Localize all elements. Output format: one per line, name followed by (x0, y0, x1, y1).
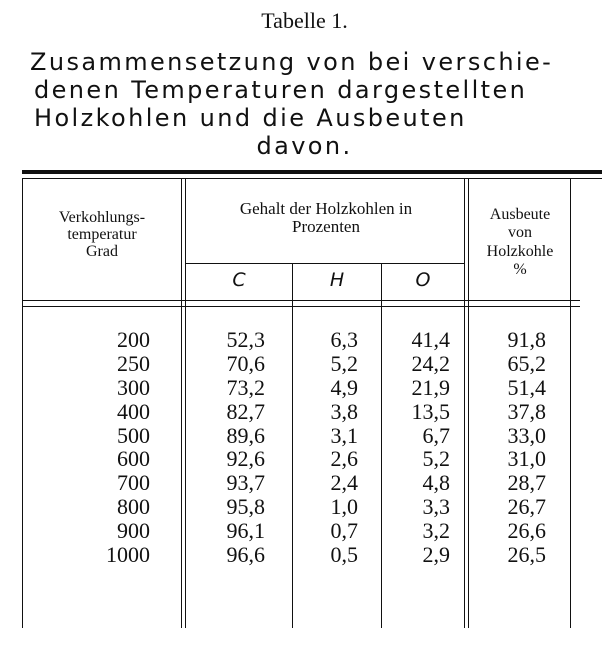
cell-t: 250 (117, 350, 150, 376)
cell-t: 900 (117, 518, 150, 544)
cell-y: 33,0 (507, 422, 546, 448)
header-temp (24, 210, 180, 260)
top-rule-thin (22, 178, 602, 179)
cell-c: 96,1 (226, 518, 265, 544)
cell-t: 1000 (106, 542, 150, 568)
cell-c: 92,6 (226, 446, 265, 472)
cell-h: 1,0 (330, 494, 358, 520)
cell-o: 24,2 (411, 350, 450, 376)
table-title-line-4: davon. (256, 132, 353, 160)
header-c: C (232, 269, 246, 291)
vrule-yield-a (464, 178, 465, 628)
table-caption: Tabelle 1. (261, 8, 348, 33)
header-yield-line-1: Ausbeute (489, 206, 551, 223)
table-title-line-3: Holzkohlen und die Ausbeuten (34, 104, 467, 132)
cell-y: 37,8 (507, 398, 546, 424)
cell-y: 26,5 (507, 542, 546, 568)
cell-o: 3,2 (422, 518, 450, 544)
cell-c: 95,8 (226, 494, 265, 520)
col-o (388, 328, 450, 567)
cell-o: 3,3 (422, 494, 450, 520)
vrule-yield-b (468, 178, 469, 628)
cell-y: 26,7 (507, 494, 546, 520)
cell-t: 500 (117, 422, 150, 448)
cell-o: 21,9 (411, 374, 450, 400)
cell-h: 3,1 (330, 422, 358, 448)
header-yield-line-3: Holzkohle (486, 242, 554, 260)
cell-y: 91,8 (507, 327, 546, 352)
cell-t: 300 (117, 374, 150, 400)
cell-h: 3,8 (330, 398, 358, 424)
header-temp-line-3: Grad (86, 242, 118, 260)
cell-o: 41,4 (411, 327, 450, 352)
cell-c: 96,6 (226, 542, 265, 568)
header-yield-line-2: von (508, 224, 532, 242)
table-title-line-1: Zusammensetzung von bei verschie- (30, 48, 554, 76)
cell-o: 6,7 (422, 422, 450, 448)
header-o: O (415, 269, 431, 291)
subheader-rule (186, 263, 464, 264)
header-content-line-1: Gehalt der Holzkohlen in (239, 199, 413, 218)
col-c (195, 328, 265, 567)
cell-h: 0,5 (330, 542, 358, 568)
cell-c: 52,3 (226, 327, 265, 352)
cell-t: 400 (117, 398, 150, 424)
header-bottom-rule (22, 300, 580, 301)
cell-t: 700 (117, 470, 150, 496)
cell-o: 2,9 (422, 542, 450, 568)
cell-y: 26,6 (507, 518, 546, 544)
cell-c: 89,6 (226, 422, 265, 448)
cell-y: 28,7 (507, 470, 546, 496)
header-temp-line-1: Verkohlungs- (58, 209, 146, 226)
vrule-right (570, 178, 571, 628)
cell-h: 5,2 (330, 350, 358, 376)
cell-t: 800 (117, 494, 150, 520)
cell-h: 4,9 (330, 374, 358, 400)
header-h: H (329, 269, 345, 291)
vrule-ho (381, 263, 382, 628)
vrule-temp-b (185, 178, 186, 628)
cell-t: 600 (117, 446, 150, 472)
header-temp-line-2: temperatur (67, 225, 137, 243)
cell-h: 0,7 (330, 518, 358, 544)
vrule-left (22, 178, 23, 628)
vrule-ch (292, 263, 293, 628)
header-content (188, 200, 464, 236)
cell-h: 2,6 (330, 446, 358, 472)
cell-h: 2,4 (330, 470, 358, 496)
header-yield (470, 206, 570, 280)
cell-o: 5,2 (422, 446, 450, 472)
cell-c: 70,6 (226, 350, 265, 376)
cell-h: 6,3 (330, 327, 358, 352)
cell-c: 93,7 (226, 470, 265, 496)
cell-c: 73,2 (226, 374, 265, 400)
cell-y: 65,2 (507, 350, 546, 376)
header-bottom-rule-2 (22, 306, 580, 307)
table-title-line-2: denen Temperaturen dargestellten (34, 76, 528, 104)
cell-o: 13,5 (411, 398, 450, 424)
header-content-line-2: Prozenten (292, 216, 360, 236)
vrule-temp-a (181, 178, 182, 628)
header-yield-line-4: % (513, 261, 527, 279)
col-yield (478, 328, 546, 567)
cell-y: 31,0 (507, 446, 546, 472)
cell-y: 51,4 (507, 374, 546, 400)
cell-c: 82,7 (226, 398, 265, 424)
cell-o: 4,8 (422, 470, 450, 496)
col-temp (60, 328, 150, 567)
col-h (300, 328, 358, 567)
cell-t: 200 (117, 327, 150, 352)
top-rule-thick (22, 170, 602, 174)
